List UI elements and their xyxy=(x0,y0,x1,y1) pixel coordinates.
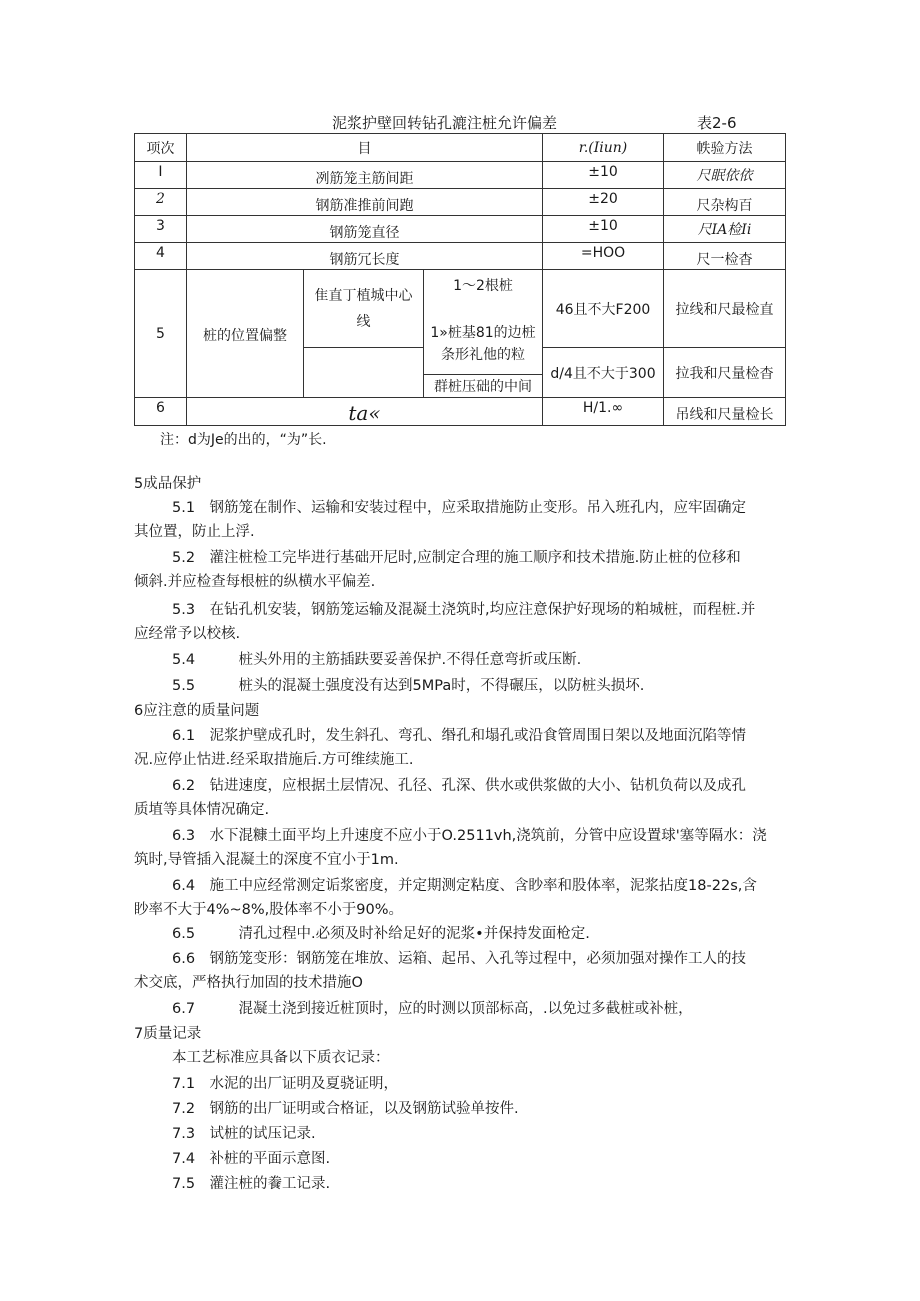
row5-sub-label-line1: 隹直丁植城中心 xyxy=(314,287,413,304)
row5-a-method: 拉线和尺最检直 xyxy=(664,270,786,348)
paragraph-line: 其位置，防止上浮. xyxy=(134,524,255,540)
header-tolerance: r.(Iiun) xyxy=(543,134,664,162)
row5-b-label-line2: 条形礼他的粒 xyxy=(441,347,525,363)
row-item: ta« xyxy=(187,398,543,426)
row-no: 2 xyxy=(135,189,187,216)
paragraph-line: 6.7 混凝土浇到接近桩顶时，应的时测以顶部标高，.以免过多截桩或补桩， xyxy=(172,1001,693,1017)
table-row xyxy=(135,243,786,270)
row-item: 冽筋笼主筋间距 xyxy=(187,162,543,189)
tolerance-table xyxy=(134,133,786,426)
paragraph-line: 本工艺标准应具备以下质衣记录： xyxy=(172,1050,390,1066)
paragraph-line: 况.应停止怙进.经采取措施后.方可维续施工. xyxy=(134,752,414,768)
list-item: 7.5 灌注桩的餋工记录. xyxy=(172,1176,331,1192)
row-no: 5 xyxy=(135,270,187,398)
row-no: 4 xyxy=(135,243,187,270)
row-no: 6 xyxy=(135,398,187,426)
row-item: 钢筋准推前间跑 xyxy=(187,189,543,216)
row-tolerance: ±20 xyxy=(543,189,664,216)
section-title: 7质量记录 xyxy=(134,1026,202,1042)
row-method: 尺眠依依 xyxy=(664,162,786,189)
paragraph-line: 5.1 钢筋笼在制作、运输和安装过程中，应采取措施防止变形。吊入班孔内，应牢固确定 xyxy=(172,500,747,516)
row-no: I xyxy=(135,162,187,189)
paragraph-line: 5.3 在钻孔机安装，钢筋笼运输及混凝土浇筑时,均应注意保护好现场的粕城桩，而程桩.并 xyxy=(172,602,756,618)
row5-a-label: 1～2根桩 xyxy=(453,278,513,294)
section-title: 6应注意的质量问题 xyxy=(134,703,260,719)
row5-sub-label-line2: 线 xyxy=(356,313,371,330)
paragraph-line: 筑时,导管插入混凝土的深度不宜小于1m. xyxy=(134,852,399,868)
row-item: 桩的位置偏整 xyxy=(187,270,304,398)
row5-group-labels xyxy=(424,270,543,375)
paragraph-line: 6.5 清孔过程中.必须及时补给足好的泥浆•并保持发面枪定. xyxy=(172,926,590,942)
row5-b-method: 拉我和尺量检杳 xyxy=(664,348,786,398)
row-item: 钢筋冗长度 xyxy=(187,243,543,270)
table-row xyxy=(135,216,786,243)
paragraph-line: 5.2 灌注桩检工完毕进行基础开尼时,应制定合理的施工顺序和技术措施.防止桩的位移和 xyxy=(172,550,741,566)
paragraph-line: 6.6 钢筋笼变形：钢筋笼在堆放、运箱、起吊、入孔等过程中，必须加强对操作工人的技 xyxy=(172,951,747,967)
row-method: 尺杂构百 xyxy=(664,189,786,216)
paragraph-line: 6.4 施工中应经常测定诟浆密度，并定期测定粘度、含眇率和股体率，泥浆拈度18-22s,含 xyxy=(172,878,757,894)
row-tolerance: H/1.∞ xyxy=(543,398,664,426)
paragraph-line: 5.4 桩头外用的主筋插趺要妥善保护.不得任意弯折或压断. xyxy=(172,652,582,668)
paragraph-line: 质埴等具体情况确定. xyxy=(134,802,270,818)
paragraph-line: 5.5 桩头的混凝土强度没有达到5MPa时，不得碾压，以防桩头损坏. xyxy=(172,678,645,694)
header-item: 目 xyxy=(187,134,543,162)
row-method: 吊线和尺量检长 xyxy=(664,398,786,426)
row-item: 钢筋笼直径 xyxy=(187,216,543,243)
row5-b-label-line1: 1»桩基81的边桩 xyxy=(430,325,536,341)
table-row xyxy=(135,398,786,426)
paragraph-line: 6.3 水下混糠土面平均上升速度不应小于O.2511vh,浇筑前，分管中应设置球'塞等隔水：浇 xyxy=(172,828,767,844)
table-caption: 泥浆护壁回转钻孔漉注桩允许偏差 xyxy=(332,114,558,132)
table-note: 注：d为Je的出的，“为”长. xyxy=(160,432,327,448)
table-header-row xyxy=(135,134,786,162)
list-item: 7.3 试桩的试压记录. xyxy=(172,1126,316,1142)
paragraph-line: 6.2 钻进速度，应根据土层情况、孔径、孔深、供水或供浆做的大小、钻机负荷以及成孔 xyxy=(172,778,747,794)
table-row xyxy=(135,270,786,348)
row5-b-label-line3: 群桩压础的中间 xyxy=(424,375,543,398)
paragraph-line: 6.1 泥浆护壁成孔时，发生斜孔、弯孔、缗孔和塌孔或沿食管周围日架以及地面沉陷等情 xyxy=(172,728,747,744)
table-row xyxy=(135,162,786,189)
row-method: 尺一检杳 xyxy=(664,243,786,270)
list-item: 7.1 水泥的出厂证明及夏骁证明， xyxy=(172,1076,399,1092)
row-tolerance: ±10 xyxy=(543,216,664,243)
paragraph-line: 应经常予以校核. xyxy=(134,626,241,642)
row5-empty-cell xyxy=(304,348,424,398)
table-row xyxy=(135,189,786,216)
row-tolerance: ±10 xyxy=(543,162,664,189)
list-item: 7.2 钢筋的出厂证明或合格证，以及钢筋试验单按件. xyxy=(172,1101,519,1117)
list-item: 7.4 补桩的平面示意图. xyxy=(172,1151,331,1167)
paragraph-line: 倾斜.并应检查每根桩的纵横水平偏差. xyxy=(134,574,376,590)
row-no: 3 xyxy=(135,216,187,243)
header-no: 项次 xyxy=(135,134,187,162)
section-title: 5成品保护 xyxy=(134,476,202,492)
row-method: 尺IA检Ii xyxy=(664,216,786,243)
paragraph-line: 眇率不大于4%~8%,股体率不小于90%。 xyxy=(134,902,403,918)
row5-b-tolerance: d/4且不大于300 xyxy=(543,348,664,398)
row5-sub-label xyxy=(304,270,424,348)
row-tolerance: =HOO xyxy=(543,243,664,270)
header-method: 帙验方法 xyxy=(664,134,786,162)
paragraph-line: 术交底，严格执行加固的技术措施O xyxy=(134,975,363,991)
table-number: 表2-6 xyxy=(697,114,737,132)
row5-a-tolerance: 46且不大F200 xyxy=(543,270,664,348)
